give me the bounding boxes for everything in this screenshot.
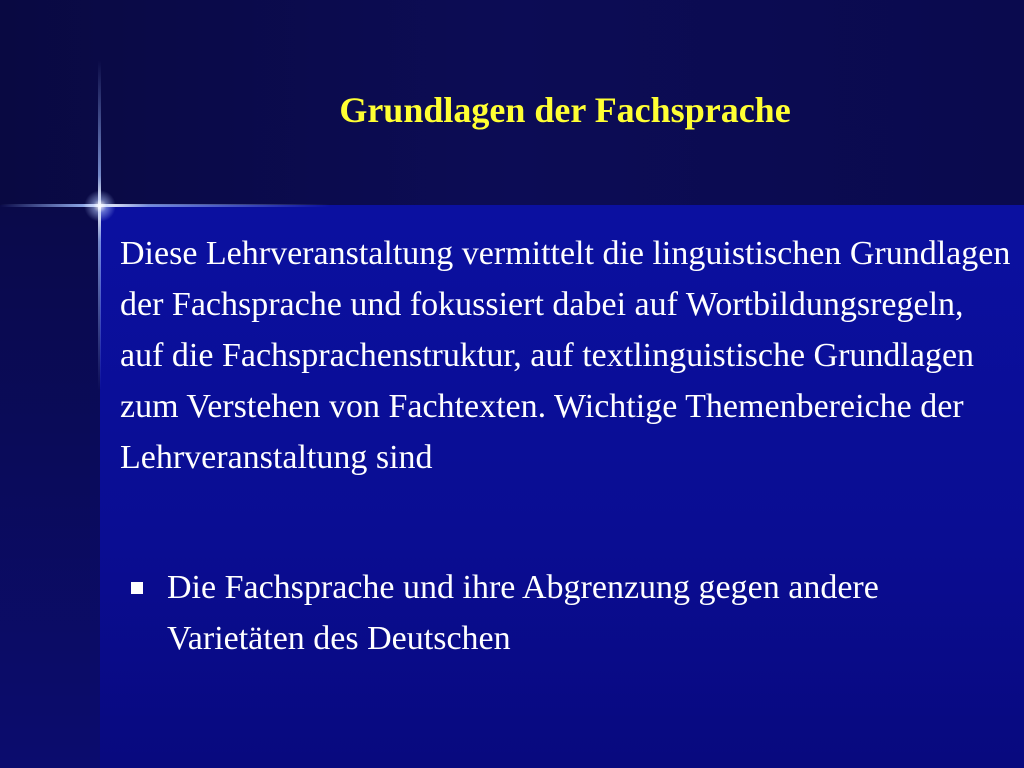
light-flare-horizontal bbox=[0, 204, 330, 207]
slide-title: Grundlagen der Fachsprache bbox=[339, 90, 791, 130]
bullet-item bbox=[125, 562, 1005, 664]
light-flare-vertical bbox=[98, 60, 101, 390]
square-bullet-icon bbox=[131, 582, 143, 594]
light-flare-glow bbox=[84, 190, 116, 222]
intro-paragraph: Diese Lehrveranstaltung vermittelt die linguistischen Grundlagen der Fachsprache und fokussiert dabei auf Wortbildungsregeln, auf die Fachsprachenstruktur, auf textlinguistische Grundlagen zum Verstehen von Fachtexten. Wichtige Themenbereiche der Lehrveranstaltung sind bbox=[120, 235, 1011, 476]
bullet-text: Die Fachsprache und ihre Abgrenzung gegen andere Varietäten des Deutschen bbox=[167, 569, 879, 657]
bullet-list bbox=[125, 562, 1005, 664]
left-strip bbox=[0, 205, 100, 768]
